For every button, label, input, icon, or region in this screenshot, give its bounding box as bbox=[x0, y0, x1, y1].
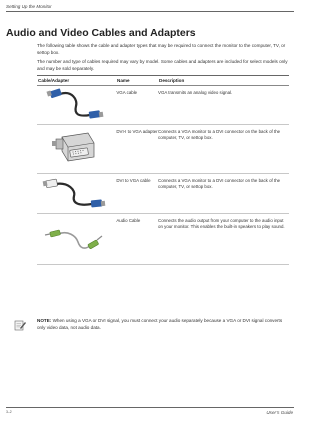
cables-table bbox=[37, 75, 289, 265]
page-number: 3–2 bbox=[6, 410, 12, 414]
table-row bbox=[37, 86, 289, 125]
intro-paragraph: The following table shows the cable and adapter types that may be required to connect the monitor to the computer, TV, or settop box. bbox=[37, 43, 286, 55]
footer-guide-title: User’s Guide bbox=[266, 410, 293, 415]
table-row bbox=[37, 214, 289, 265]
cable-name: VGA cable bbox=[116, 90, 138, 95]
table-row bbox=[37, 125, 289, 174]
pencil-note-icon bbox=[14, 319, 26, 331]
cable-description: Connects a VGA monitor to a DVI connector on the back of the computer, TV, or settop box. bbox=[158, 178, 281, 189]
cable-description: Connects a VGA monitor to a DVI connector on the back of the computer, TV, or settop box. bbox=[158, 129, 281, 140]
cable-name: DVI to VGA cable bbox=[116, 178, 151, 183]
page-title: Audio and Video Cables and Adapters bbox=[6, 27, 196, 39]
cable-name: DVI-I to VGA adapter bbox=[116, 129, 158, 134]
dvi-i-to-vga-adapter-image bbox=[37, 125, 116, 173]
note-label: NOTE: bbox=[37, 318, 52, 323]
dvi-to-vga-cable-image bbox=[37, 174, 116, 213]
cable-description: VGA transmits an analog video signal. bbox=[158, 90, 233, 95]
table-row bbox=[37, 174, 289, 214]
cable-description: Connects the audio output from your computer to the audio input on your monitor. This enables the built-in speakers to play sound. bbox=[158, 218, 285, 229]
column-header-description: Description bbox=[159, 78, 185, 83]
column-header-name: Name bbox=[117, 78, 130, 83]
note-text bbox=[37, 318, 289, 331]
audio-cable-image bbox=[37, 214, 116, 264]
header-divider bbox=[6, 11, 294, 12]
column-header-cable-adapter: Cable/Adapter bbox=[38, 78, 70, 83]
note-body: When using a VGA or DVI signal, you must connect your audio separately because a VGA or DVI signal converts only video data, not audio data. bbox=[37, 318, 283, 330]
footer-divider bbox=[6, 407, 294, 408]
table-header-row bbox=[37, 75, 289, 86]
cable-name: Audio Cable bbox=[116, 218, 141, 223]
running-header: Setting Up the Monitor bbox=[6, 4, 52, 9]
vga-cable-image bbox=[37, 86, 116, 124]
intro-paragraph-2: The number and type of cables required may vary by model. Some cables and adapters are included for select models only and may be sold separately. bbox=[37, 59, 288, 71]
